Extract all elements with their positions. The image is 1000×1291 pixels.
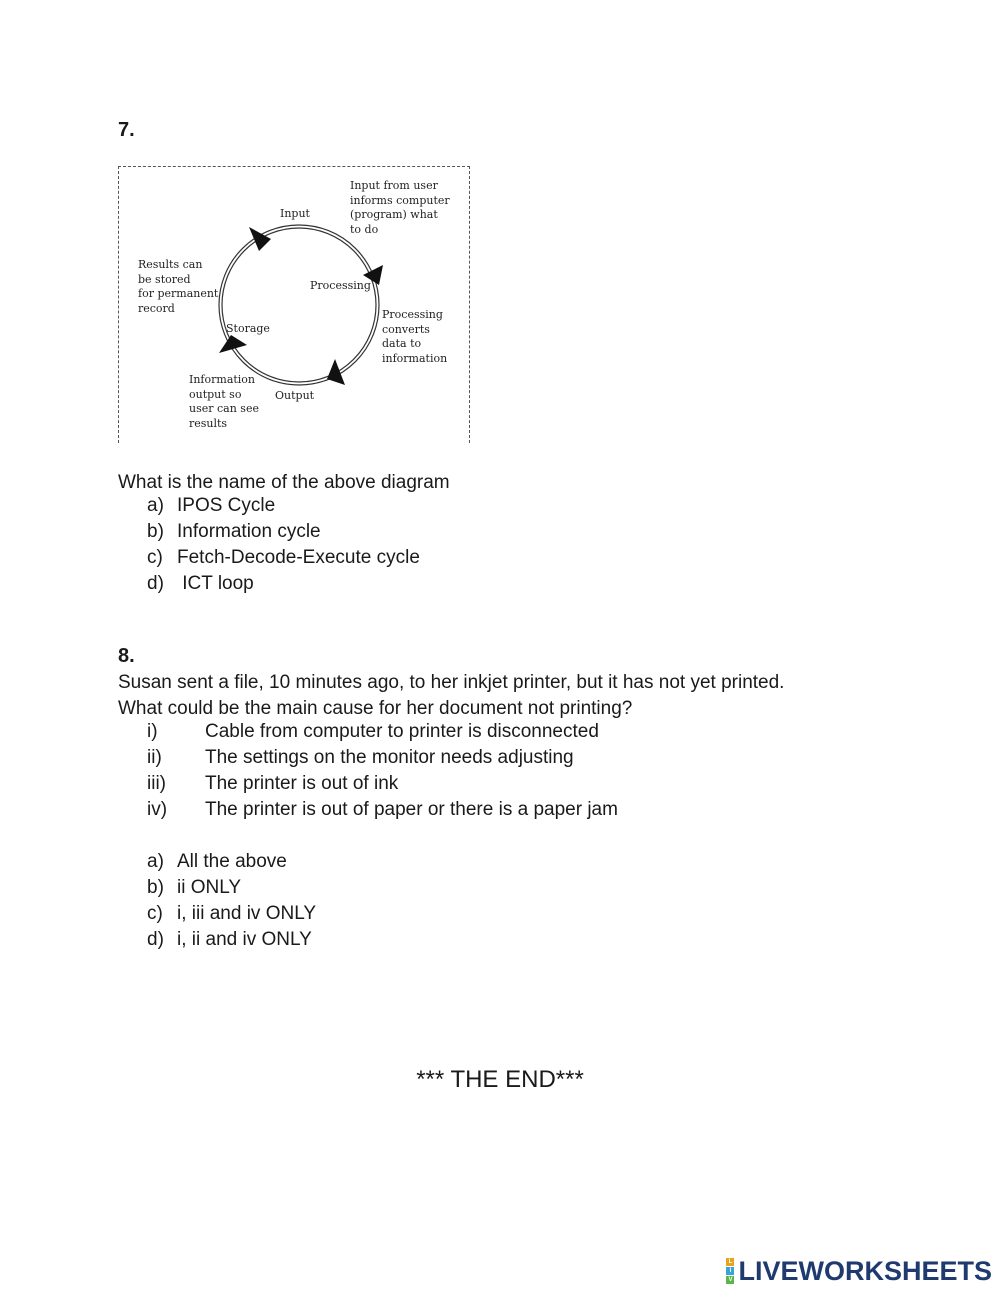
- statement-ii: ii) The settings on the monitor needs adjusting: [147, 747, 574, 768]
- label-output: Output: [275, 389, 315, 402]
- question-8-number: 8.: [118, 645, 135, 667]
- note-storage: Results can be stored for permanent record: [138, 258, 219, 315]
- brand-name: LIVEWORKSHEETS: [738, 1255, 992, 1286]
- logo-mark-icon: L I V: [728, 1259, 733, 1283]
- question-8-line2: What could be the main cause for her document not printing?: [118, 698, 633, 719]
- statement-iv: iv) The printer is out of paper or there is a paper jam: [147, 799, 618, 820]
- label-input: Input: [280, 207, 310, 220]
- q7-option-a[interactable]: a) IPOS Cycle: [147, 495, 276, 516]
- q7-option-d[interactable]: d) ICT loop: [147, 573, 254, 594]
- q8-option-d[interactable]: d) i, ii and iv ONLY: [147, 929, 312, 950]
- q7-option-b[interactable]: b) Information cycle: [147, 521, 321, 542]
- q8-option-a[interactable]: a) All the above: [147, 851, 287, 872]
- question-7-text: What is the name of the above diagram: [118, 472, 450, 493]
- statement-i: i) Cable from computer to printer is disconnected: [147, 721, 599, 742]
- label-processing: Processing: [310, 279, 371, 292]
- question-8-line1: Susan sent a file, 10 minutes ago, to her inkjet printer, but it has not yet printed.: [118, 672, 785, 693]
- note-input: Input from user informs computer (program) what to do: [350, 179, 450, 236]
- label-storage: Storage: [226, 322, 270, 335]
- q7-option-c[interactable]: c) Fetch-Decode-Execute cycle: [147, 547, 420, 568]
- question-7-number: 7.: [118, 119, 135, 141]
- arrow-input: [249, 227, 271, 251]
- q8-option-b[interactable]: b) ii ONLY: [147, 877, 242, 898]
- q8-option-c[interactable]: c) i, iii and iv ONLY: [147, 903, 317, 924]
- end-marker: *** THE END***: [416, 1066, 584, 1093]
- ipos-diagram: [118, 166, 470, 443]
- statement-iii: iii) The printer is out of ink: [147, 773, 399, 794]
- liveworksheets-logo[interactable]: [726, 1254, 992, 1288]
- note-output: Information output so user can see results: [189, 373, 259, 430]
- note-processing: Processing converts data to information: [382, 308, 448, 365]
